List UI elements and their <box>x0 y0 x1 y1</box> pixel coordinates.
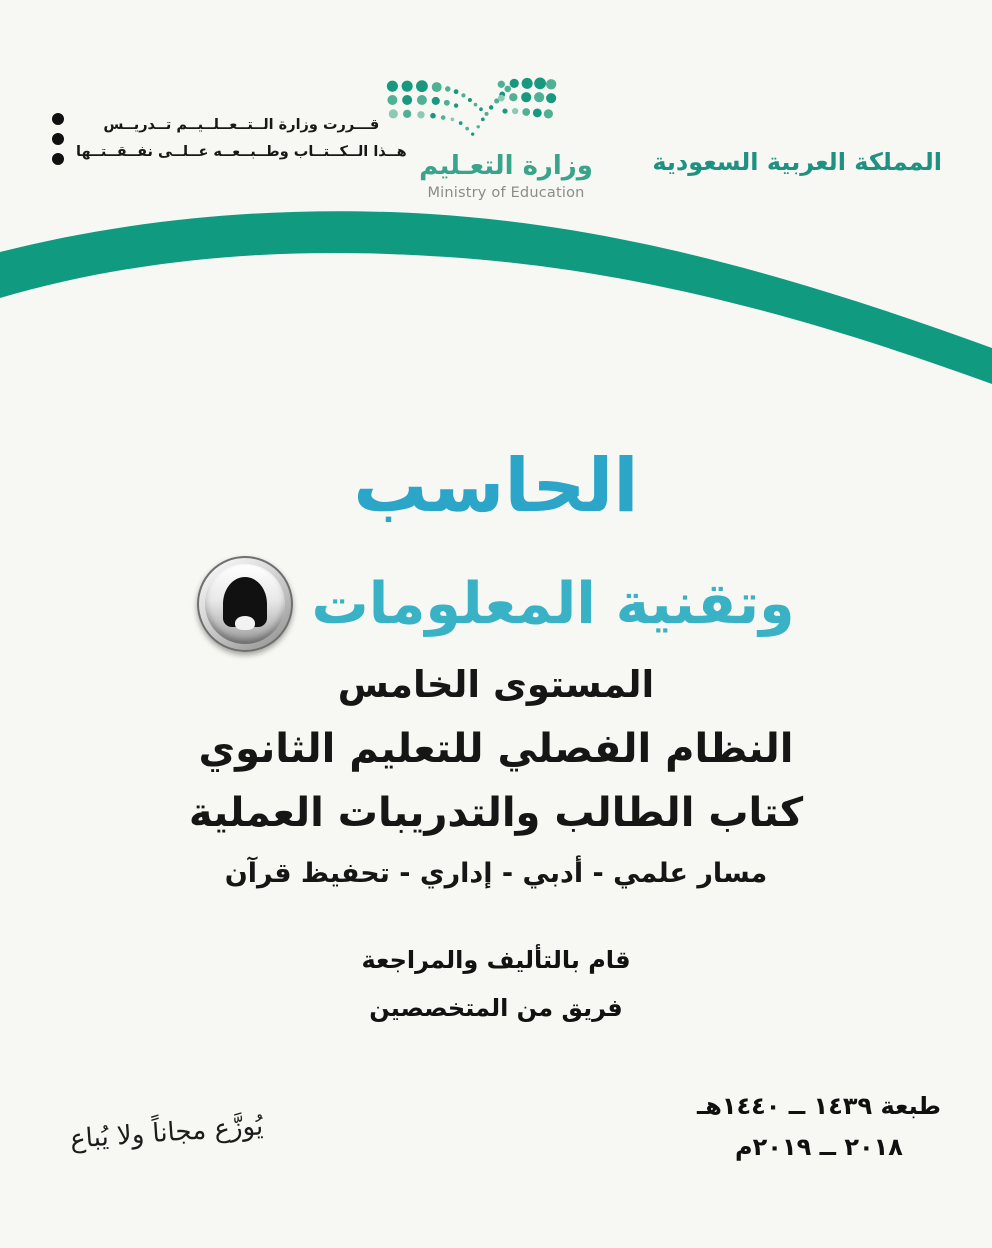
ministry-subtitle-english: Ministry of Education <box>427 184 585 201</box>
authors-line-1: قام بالتأليف والمراجعة <box>361 946 631 974</box>
ministry-wordmark: وزارة التعـليم <box>419 151 593 181</box>
country-name: المملكة العربية السعودية <box>652 148 942 176</box>
bullet-dot-icon <box>52 133 64 145</box>
authors-block <box>0 944 992 1025</box>
bullet-dot-icon <box>52 113 64 125</box>
arabic-digit-five-icon <box>223 577 267 627</box>
book-title-line1: الحاسب <box>353 443 639 529</box>
edition-hijri: طبعة ١٤٣٩ ــ ١٤٤٠هـ <box>696 1092 941 1120</box>
decree-bullet-dots-icon <box>52 113 64 165</box>
tracks-label: مسار علمي - أدبي - إداري - تحفيظ قرآن <box>224 857 768 889</box>
edition-dates <box>674 1086 964 1168</box>
level-5-badge <box>197 556 293 652</box>
book-type-label: كتاب الطالب والتدريبات العملية <box>188 789 804 836</box>
book-title-line2-row <box>0 556 992 652</box>
bullet-dot-icon <box>52 153 64 165</box>
book-title-line2: وتقنية المعلومات <box>311 570 795 637</box>
decree-line-1: قـــررت وزارة الــتــعــلــيــم تــدريــس <box>103 117 380 133</box>
subtitle-block <box>0 660 992 892</box>
education-system-label: النظام الفصلي للتعليم الثانوي <box>198 725 794 772</box>
decree-statement <box>52 112 407 166</box>
ministry-logo <box>356 76 656 201</box>
ministry-of-education-dots-icon <box>374 76 564 148</box>
level-5-badge-inner <box>205 564 285 644</box>
free-distribution-note: يُوزَّع مجاناً ولا يُباع <box>69 1111 265 1155</box>
teal-swoosh-band <box>0 198 992 438</box>
authors-line-2: فريق من المتخصصين <box>369 993 623 1022</box>
edition-gregorian: ٢٠١٨ ــ ٢٠١٩م <box>735 1132 903 1161</box>
decree-line-2: هــذا الــكــتــاب وطــبــعــه عــلــى نفــقــتــها <box>76 143 407 160</box>
level-label: المستوى الخامس <box>337 663 655 706</box>
